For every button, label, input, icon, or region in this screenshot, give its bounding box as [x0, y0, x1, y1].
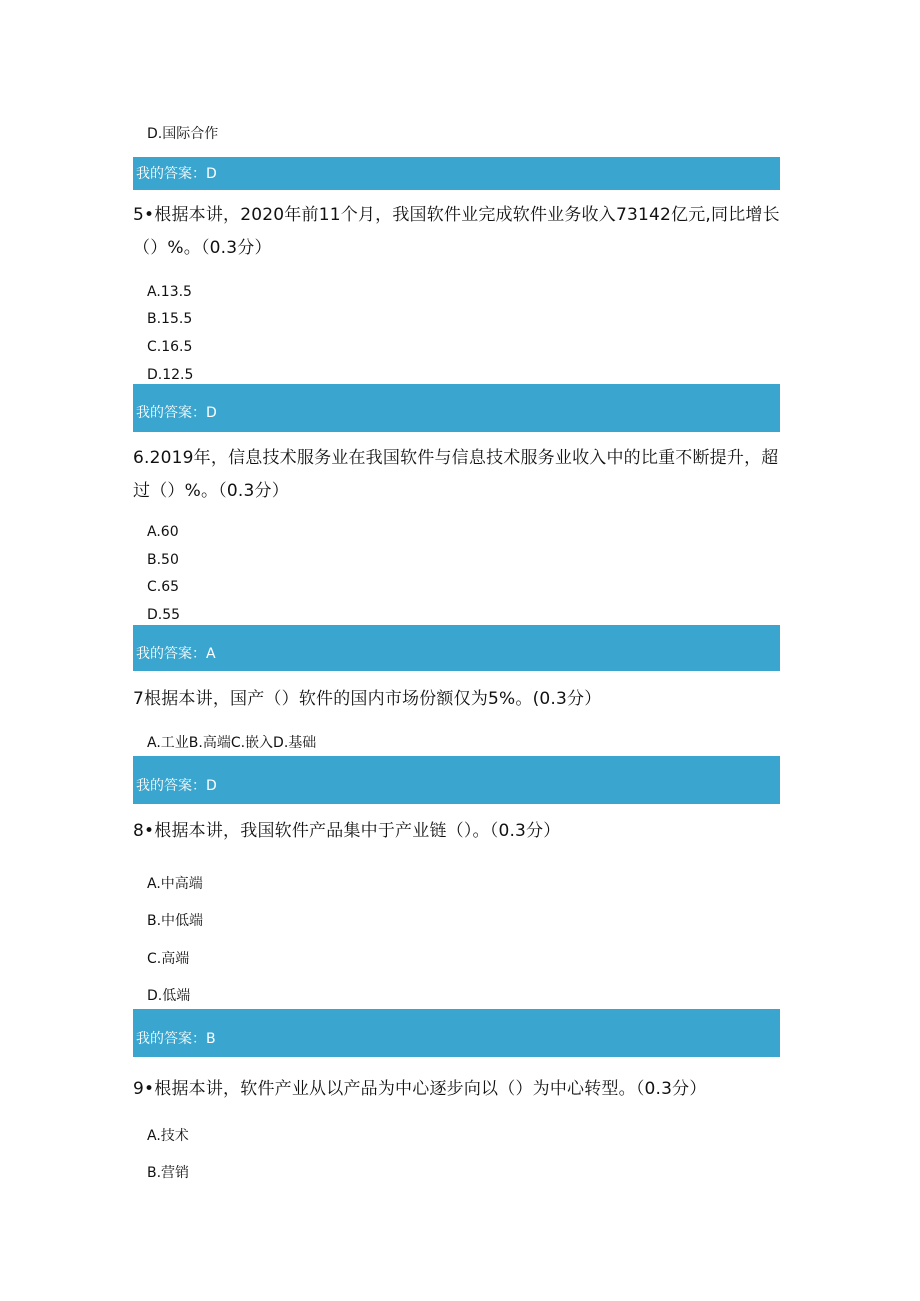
answer-text: 我的答案：D	[136, 165, 217, 182]
question-9-option-b[interactable]: B.营销	[147, 1165, 190, 1181]
question-5-answer-bar	[133, 384, 780, 432]
question-8-answer-bar	[133, 1009, 780, 1057]
question-5-option-d[interactable]: D.12.5	[147, 367, 194, 383]
question-8-option-b[interactable]: B.中低端	[147, 913, 204, 929]
question-8-answer-text: 我的答案：B	[136, 1031, 216, 1047]
question-5-answer-text: 我的答案：D	[136, 405, 217, 421]
question-9-option-a[interactable]: A.技术	[147, 1128, 189, 1144]
question-6-option-b[interactable]: B.50	[147, 552, 179, 568]
question-6-option-c[interactable]: C.65	[147, 579, 180, 595]
question-6-answer-bar	[133, 625, 780, 671]
question-8-option-c[interactable]: C.高端	[147, 951, 190, 967]
question-6-option-a[interactable]: A.60	[147, 524, 179, 540]
question-6-answer-text: 我的答案：A	[136, 646, 216, 662]
option-d[interactable]: D.国际合作	[147, 126, 219, 142]
question-9-text: 9•根据本讲，软件产业从以产品为中心逐步向以（）为中心转型。（0.3分）	[133, 1079, 707, 1099]
question-8-option-d[interactable]: D.低端	[147, 988, 191, 1004]
question-5-option-b[interactable]: B.15.5	[147, 311, 193, 327]
question-6-text: 6.2019年，信息技术服务业在我国软件与信息技术服务业收入中的比重不断提升，超过（）%。（0.3分）	[133, 448, 779, 501]
question-7-answer-bar	[133, 756, 780, 804]
answer-bar	[133, 157, 780, 190]
question-6-option-d[interactable]: D.55	[147, 607, 181, 623]
question-5-option-a[interactable]: A.13.5	[147, 284, 192, 300]
question-7-answer-text: 我的答案：D	[136, 778, 217, 794]
question-8-option-a[interactable]: A.中高端	[147, 876, 203, 892]
question-5-text: 5•根据本讲，2020年前11个月，我国软件业完成软件业务收入73142亿元,同比增长（）%。（0.3分）	[133, 205, 780, 258]
question-7-text: 7根据本讲，国产（）软件的国内市场份额仅为5%。(0.3分）	[133, 689, 602, 709]
question-7-options[interactable]: A.工业B.高端C.嵌入D.基础	[147, 735, 317, 751]
question-8-text: 8•根据本讲，我国软件产品集中于产业链（）。（0.3分）	[133, 821, 561, 841]
question-5-option-c[interactable]: C.16.5	[147, 339, 193, 355]
